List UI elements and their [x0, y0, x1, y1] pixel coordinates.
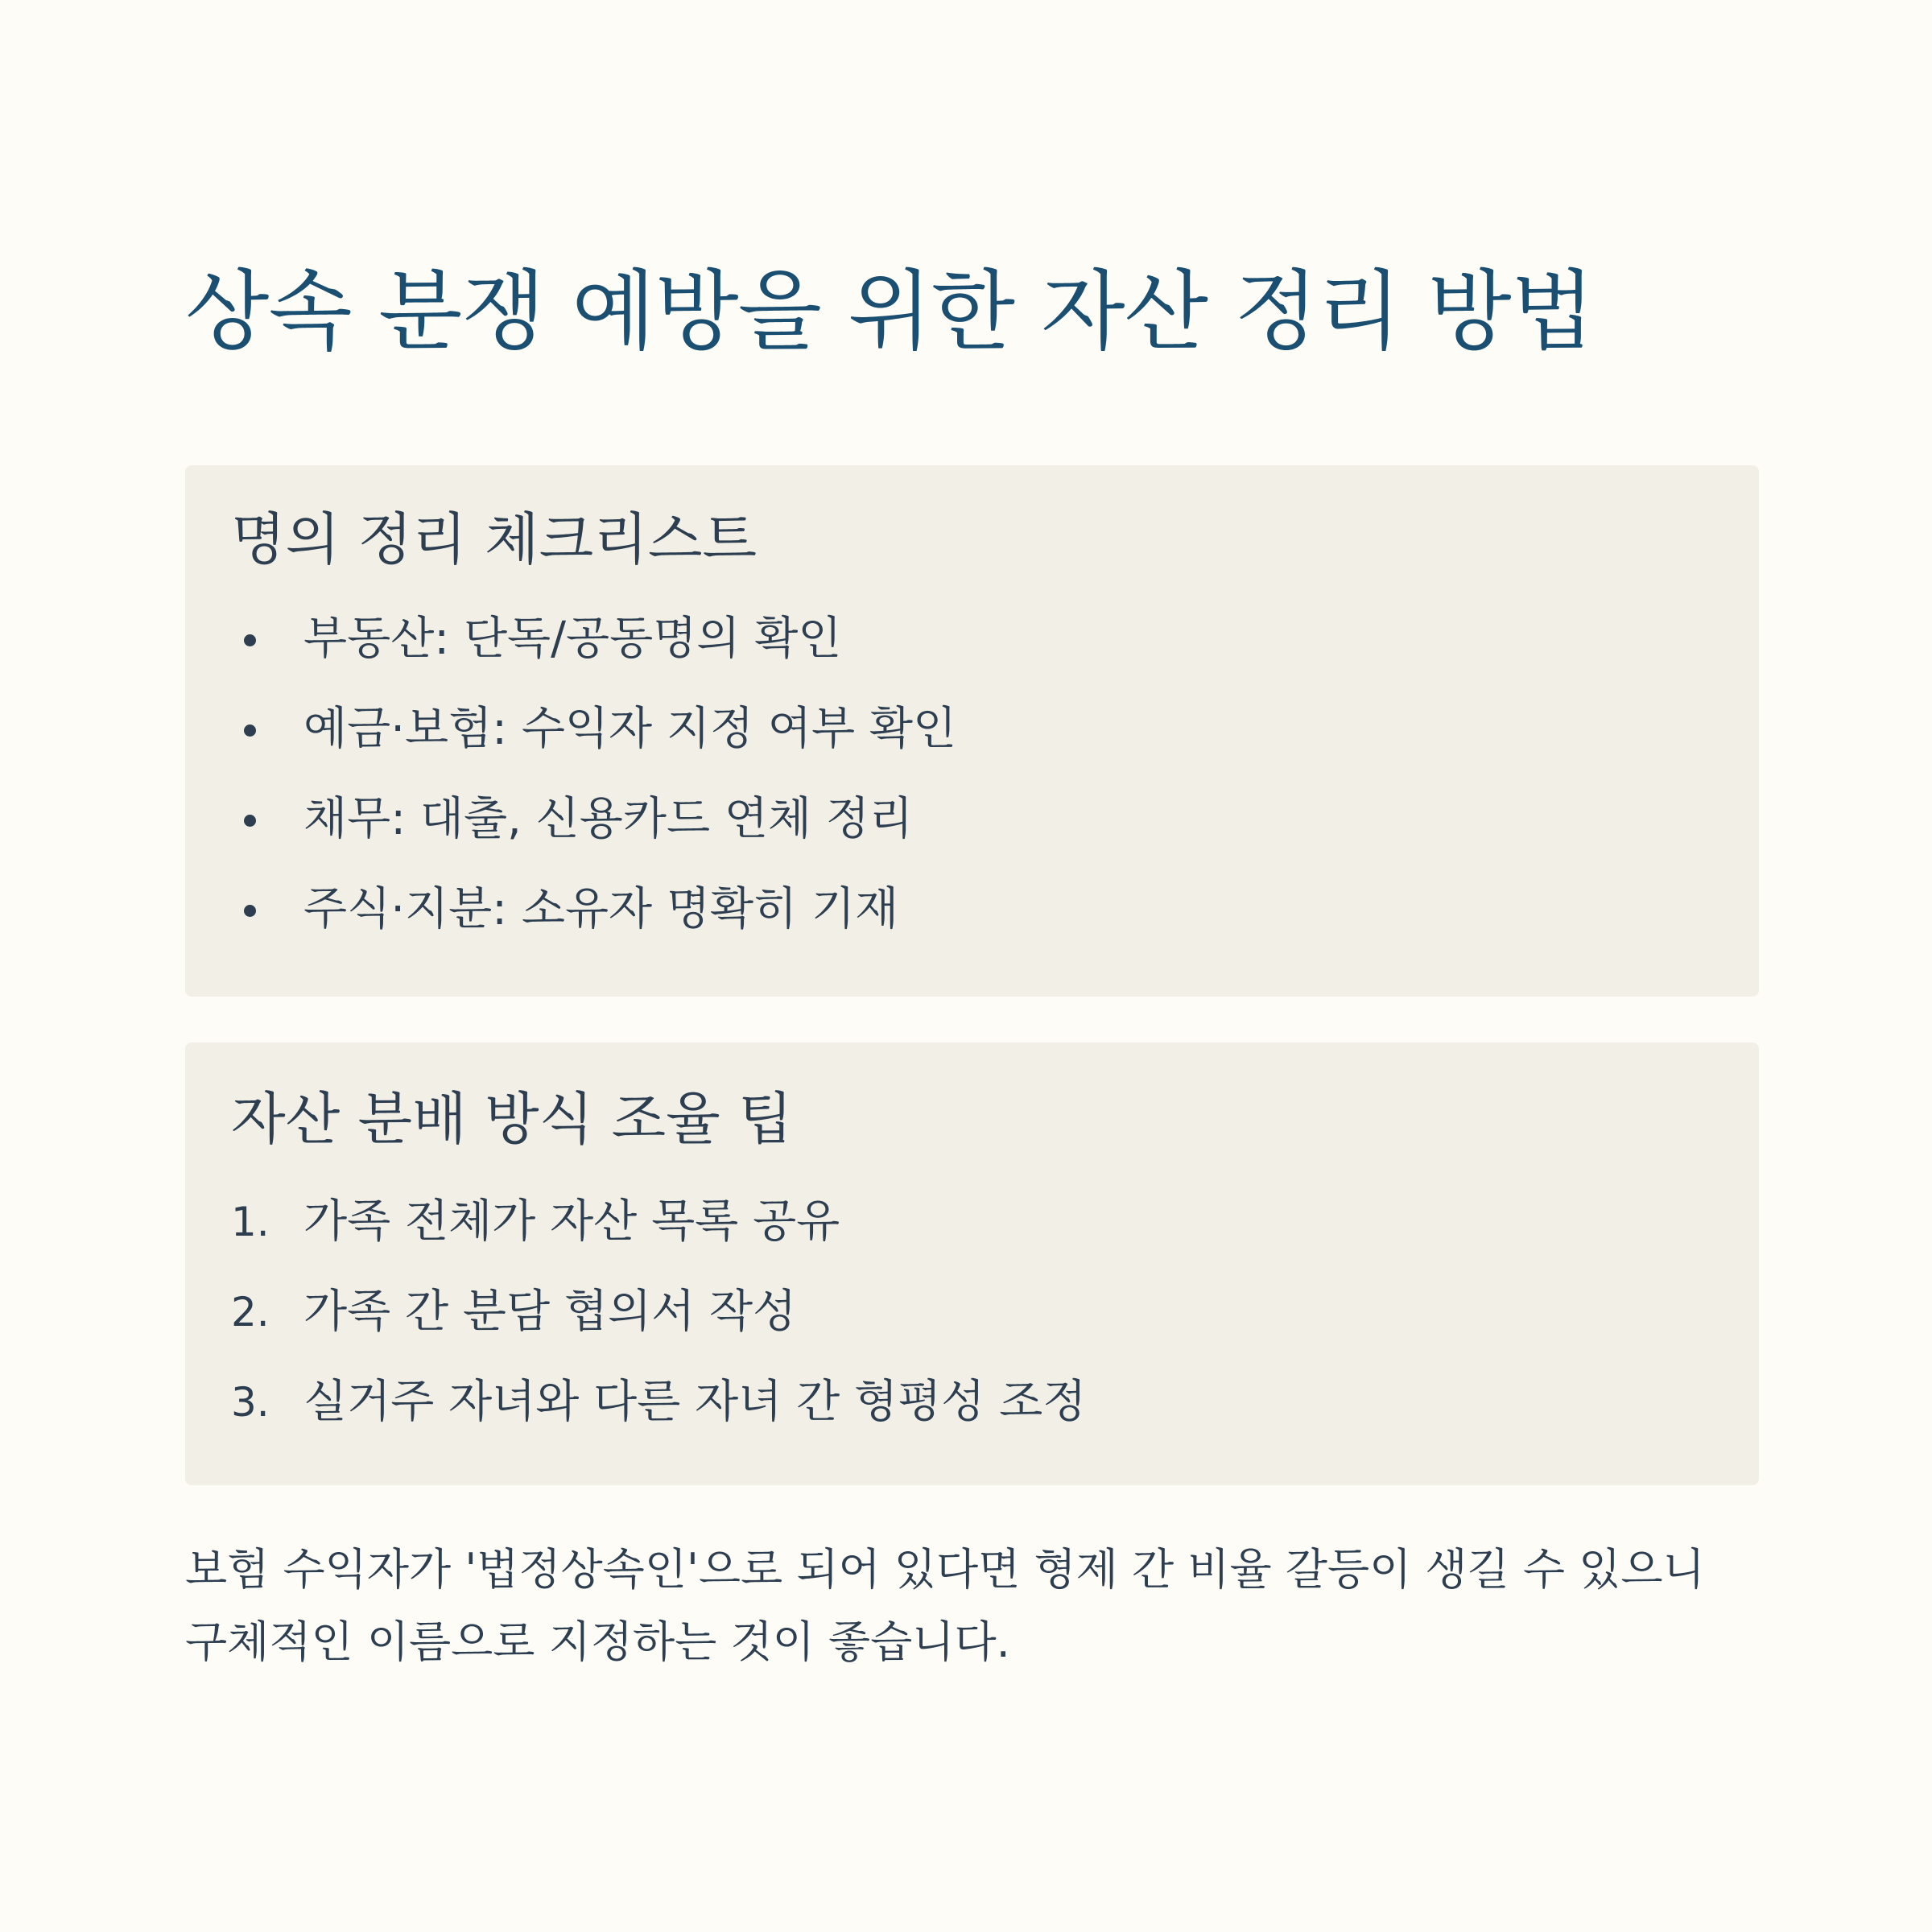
list-item-text: 부동산: 단독/공동명의 확인 [303, 613, 842, 665]
list-number: 3. [231, 1379, 270, 1426]
list-item-text: 가족 간 분담 협의서 작성 [303, 1286, 797, 1338]
list-item-text: 채무: 대출, 신용카드 연체 정리 [303, 793, 914, 845]
bullet-dot-icon [244, 724, 256, 737]
tips-heading: 자산 분배 방식 조율 팁 [231, 1086, 793, 1152]
list-number: 1. [231, 1199, 270, 1245]
list-item-text: 예금·보험: 수익자 지정 여부 확인 [303, 703, 957, 755]
bullet-dot-icon [244, 905, 256, 917]
checklist-heading: 명의 정리 체크리스트 [231, 506, 758, 572]
page-title: 상속 분쟁 예방을 위한 자산 정리 방법 [185, 262, 1594, 362]
list-item-text: 가족 전체가 자산 목록 공유 [303, 1195, 840, 1248]
bullet-dot-icon [244, 634, 256, 646]
list-item-text: 실거주 자녀와 다른 자녀 간 형평성 조정 [303, 1376, 1087, 1428]
bullet-dot-icon [244, 815, 256, 827]
note-paragraph: 보험 수익자가 '법정상속인'으로 되어 있다면 형제 간 비율 갈등이 생길 수 있으니 구체적인 이름으로 지정하는 것이 좋습니다. [185, 1544, 1705, 1667]
list-number: 2. [231, 1289, 270, 1335]
list-item-text: 주식·지분: 소유자 명확히 기재 [303, 883, 899, 935]
